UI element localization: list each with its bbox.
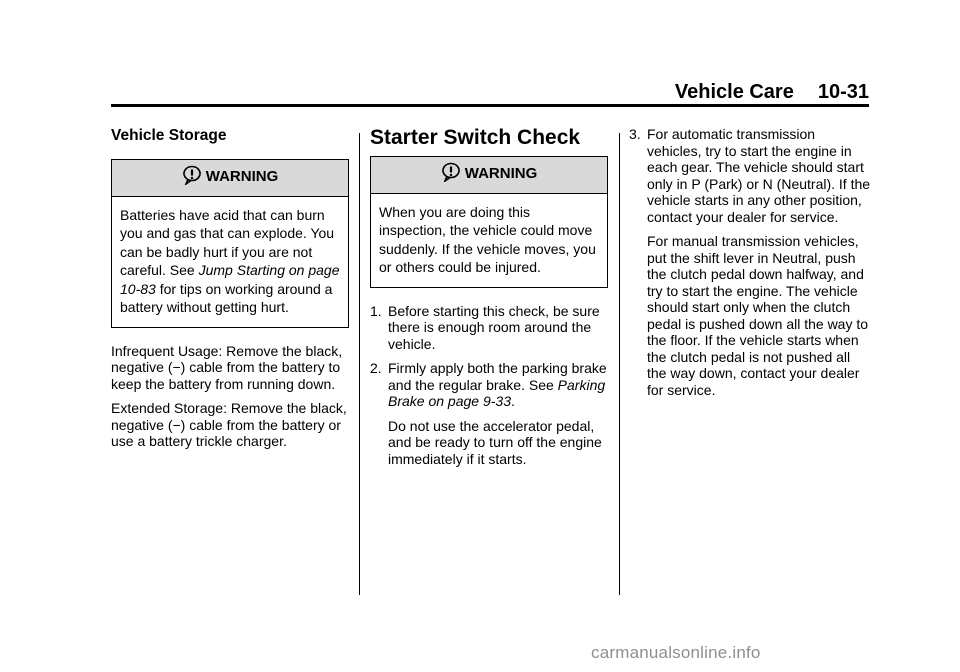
warning-title: WARNING [205,168,279,186]
warning-text-part: for tips on working around a battery without getting hurt. [120,280,333,315]
column-divider [359,133,360,595]
warning-text-part: Batteries have acid that can burn you and gas that can explode. You can be badly hurt if you are not careful. See [120,206,335,278]
warning-box [111,159,349,328]
starter-switch-check-heading: Starter Switch Check [370,126,581,149]
list-item-subparagraph: Do not use the accelerator pedal, and be ready to turn off the engine immediately if it starts. [388,417,602,467]
watermark: carmanualsonline.info [591,643,761,662]
warning-box [370,156,608,288]
list-item-text-part: Firmly apply both the parking brake and the regular brake. See [388,360,607,393]
header-rule [111,104,869,107]
parking-brake-link[interactable]: Parking Brake on page 9-33 [388,376,606,409]
list-item-subparagraph: For manual transmission vehicles, put the shift lever in Neutral, push the clutch pedal down halfway, and try to start the engine. The vehicle should start only when the clutch pedal is pushed down all the way to the floor. If the vehicle starts when the clutch pedal is not pushed all the way down, contact your dealer for service. [647,233,869,398]
warning-header [112,160,348,197]
list-item-number: 3. [629,126,641,142]
column-divider [619,133,620,595]
warning-header [371,157,607,194]
list-item-text: Before starting this check, be sure there is enough room around the vehicle. [388,302,600,352]
list-item [629,126,871,225]
extended-storage-paragraph: Extended Storage: Remove the black, negative (−) cable from the battery or use a battery trickle charger. [111,400,347,449]
list-item-number: 1. [370,302,382,319]
warning-icon [182,165,202,190]
list-item [370,303,608,353]
column-2 [370,126,608,475]
warning-title: WARNING [464,165,538,183]
jump-starting-link[interactable]: Jump Starting on page 10-83 [120,262,340,297]
list-item-text: For automatic transmission vehicles, try to start the engine in each gear. The vehicle should start only in P (Park) or N (Neutral). If the vehicle starts in any other position, contact your dealer for service. [647,126,871,225]
warning-icon [441,162,461,187]
column-1 [111,126,349,458]
vehicle-storage-heading: Vehicle Storage [111,127,227,144]
list-item [370,360,608,410]
list-item-text-part: . [510,393,515,409]
list-item-number: 2. [370,360,382,376]
warning-text: When you are doing this inspection, the vehicle could move suddenly. If the vehicle moves, you or others could be injured. [379,203,596,275]
warning-text [112,197,348,327]
section-title: Vehicle Care [674,81,794,103]
column-3 [629,126,871,406]
page-number: 10-31 [817,81,869,103]
infrequent-usage-paragraph: Infrequent Usage: Remove the black, negative (−) cable from the battery to keep the battery from running down. [111,342,343,392]
list-item-text [388,360,608,410]
page-header [675,81,869,104]
